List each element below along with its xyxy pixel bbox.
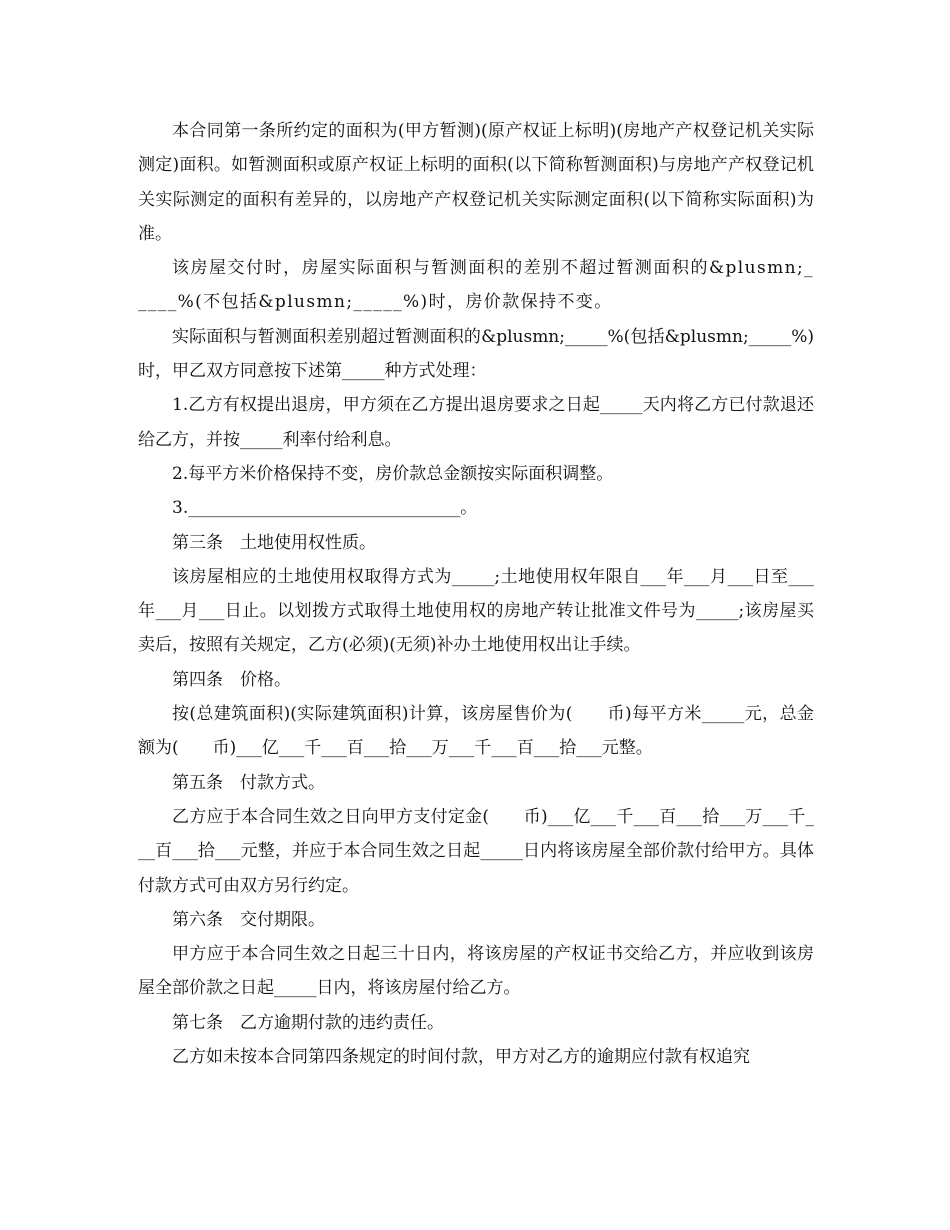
paragraph-late-payment: 乙方如未按本合同第四条规定的时间付款，甲方对乙方的逾期应付款有权追究 — [172, 1047, 750, 1068]
article-7-heading: 第七条 乙方逾期付款的违约责任。 — [172, 1012, 444, 1033]
article-3-heading: 第三条 土地使用权性质。 — [172, 532, 376, 553]
paragraph-option-2: 2.每平方米价格保持不变，房价款总金额按实际面积调整。 — [172, 463, 614, 484]
paragraph-price: 按(总建筑面积)(实际建筑面积)计算，该房屋售价为( 币)每平方米_____元，总金额为( 币)___亿___千___百___拾___万___千___百___拾___元整。 — [138, 704, 814, 759]
article-4-heading: 第四条 价格。 — [172, 669, 291, 690]
paragraph-area-excess: 实际面积与暂测面积差别超过暂测面积的&plusmn;_____%(包括&plusmn;_____%)时，甲乙双方同意按下述第_____种方式处理： — [138, 326, 814, 382]
paragraph-option-3: 3.________________________________。 — [172, 498, 478, 519]
paragraph-area-tolerance: 该房屋交付时，房屋实际面积与暂测面积的差别不超过暂测面积的&plusmn;_____%(不包括&plusmn;_____%)时，房价款保持不变。 — [138, 258, 814, 313]
paragraph-land-use: 该房屋相应的土地使用权取得方式为_____;土地使用权年限自___年___月___日至___年___月___日止。以划拨方式取得土地使用权的房地产转让批准文件号为_____;该房屋买卖后，按照有关规定，乙方(必须)(无须)补办土地使用权出让手续。 — [138, 566, 814, 656]
article-6-heading: 第六条 交付期限。 — [172, 909, 325, 930]
article-5-heading: 第五条 付款方式。 — [172, 772, 325, 793]
paragraph-area-definition: 本合同第一条所约定的面积为(甲方暂测)(原产权证上标明)(房地产产权登记机关实际测定)面积。如暂测面积或原产权证上标明的面积(以下简称暂测面积)与房地产产权登记机关实际测定的面积有差异的，以房地产产权登记机关实际测定面积(以下简称实际面积)为准。 — [138, 121, 814, 244]
document-body — [138, 114, 814, 1074]
paragraph-delivery: 甲方应于本合同生效之日起三十日内，将该房屋的产权证书交给乙方，并应收到该房屋全部价款之日起_____日内，将该房屋付给乙方。 — [138, 944, 814, 999]
paragraph-payment: 乙方应于本合同生效之日向甲方支付定金( 币)___亿___千___百___拾___万___千___百___拾___元整，并应于本合同生效之日起_____日内将该房屋全部价款付给甲方。具体付款方式可由双方另行约定。 — [138, 806, 814, 896]
paragraph-option-1: 1.乙方有权提出退房，甲方须在乙方提出退房要求之日起_____天内将乙方已付款退还给乙方，并按_____利率付给利息。 — [138, 395, 814, 450]
